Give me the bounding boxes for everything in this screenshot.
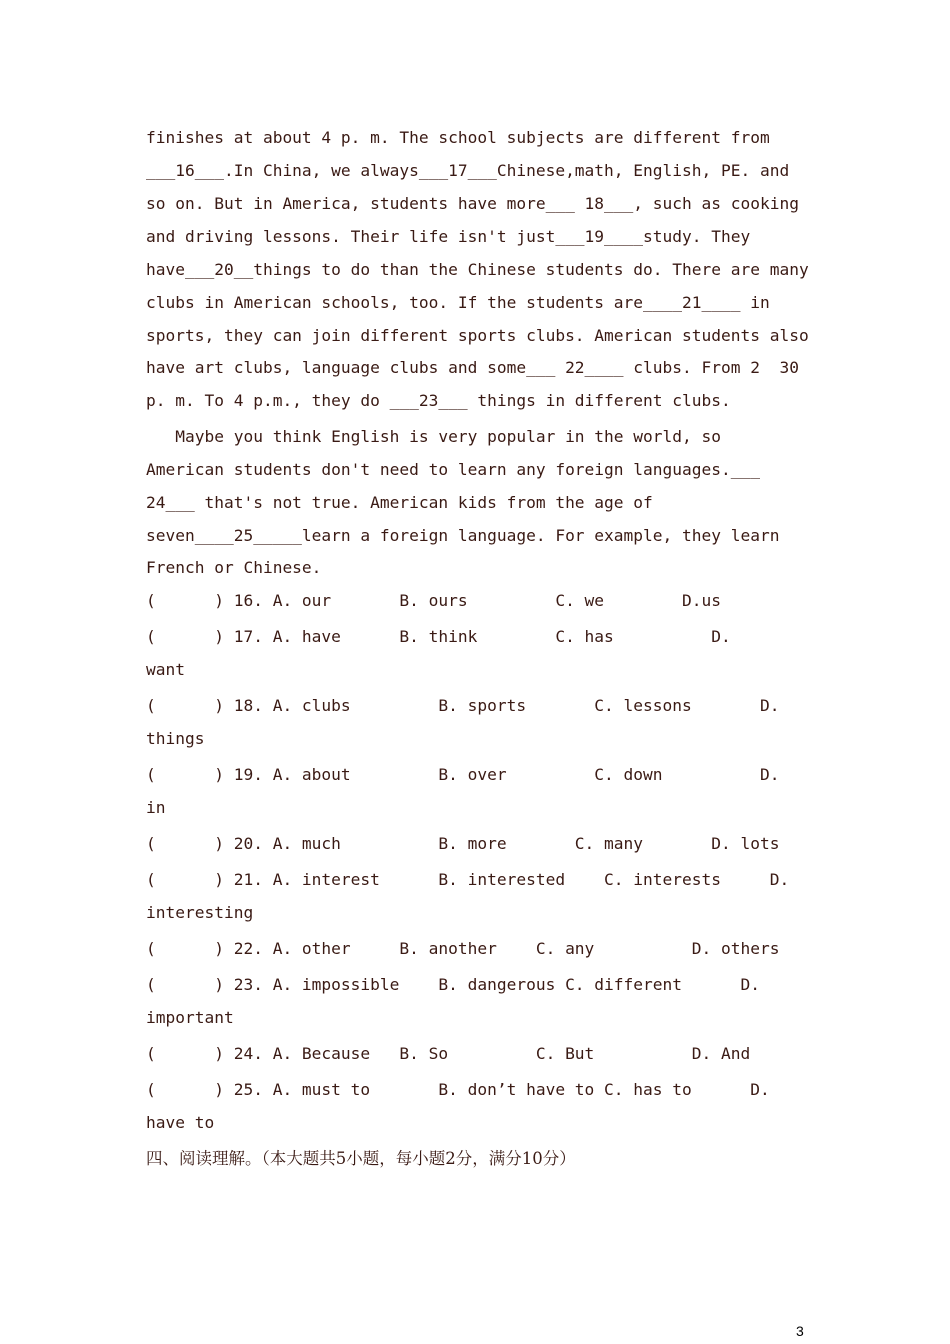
- question-20: ( ) 20. A. much B. more C. many D. lots: [146, 834, 780, 853]
- question-25: ( ) 25. A. must to B. don’t have to C. has to D.: [146, 1080, 770, 1099]
- passage-line: seven____25_____learn a foreign language. For example, they learn: [146, 526, 780, 545]
- page-number: 3: [796, 1323, 804, 1339]
- question-18-wrap: things: [146, 729, 205, 748]
- question-18: ( ) 18. A. clubs B. sports C. lessons D.: [146, 696, 780, 715]
- passage-line: have___20__things to do than the Chinese students do. There are many: [146, 260, 809, 279]
- passage-line: p. m. To 4 p.m., they do ___23___ things in different clubs.: [146, 391, 731, 410]
- question-17: ( ) 17. A. have B. think C. has D.: [146, 627, 731, 646]
- passage-line: have art clubs, language clubs and some___ 22____ clubs. From 2 30: [146, 358, 799, 377]
- question-19-wrap: in: [146, 798, 166, 817]
- passage-line: American students don't need to learn any foreign languages.___: [146, 460, 760, 479]
- question-24: ( ) 24. A. Because B. So C. But D. And: [146, 1044, 751, 1063]
- passage-line: so on. But in America, students have more___ 18___, such as cooking: [146, 194, 799, 213]
- passage-line: Maybe you think English is very popular in the world, so: [146, 427, 721, 446]
- passage-line: 24___ that's not true. American kids from the age of: [146, 493, 653, 512]
- question-25-wrap: have to: [146, 1113, 215, 1132]
- question-17-wrap: want: [146, 660, 185, 679]
- passage-line: and driving lessons. Their life isn't just___19____study. They: [146, 227, 751, 246]
- passage-line: French or Chinese.: [146, 558, 322, 577]
- question-21: ( ) 21. A. interest B. interested C. interests D.: [146, 870, 790, 889]
- passage-line: sports, they can join different sports clubs. American students also: [146, 326, 809, 345]
- question-23-wrap: important: [146, 1008, 234, 1027]
- question-21-wrap: interesting: [146, 903, 254, 922]
- question-23: ( ) 23. A. impossible B. dangerous C. different D.: [146, 975, 760, 994]
- passage-line: clubs in American schools, too. If the students are____21____ in: [146, 293, 770, 312]
- section-heading: 四、阅读理解。（本大题共5小题，每小题2分，满分10分）: [146, 1149, 576, 1168]
- question-16: ( ) 16. A. our B. ours C. we D.us: [146, 591, 721, 610]
- passage-line: ___16___.In China, we always___17___Chinese,math, English, PE. and: [146, 161, 790, 180]
- passage-line: finishes at about 4 p. m. The school subjects are different from: [146, 128, 770, 147]
- question-19: ( ) 19. A. about B. over C. down D.: [146, 765, 780, 784]
- question-22: ( ) 22. A. other B. another C. any D. others: [146, 939, 780, 958]
